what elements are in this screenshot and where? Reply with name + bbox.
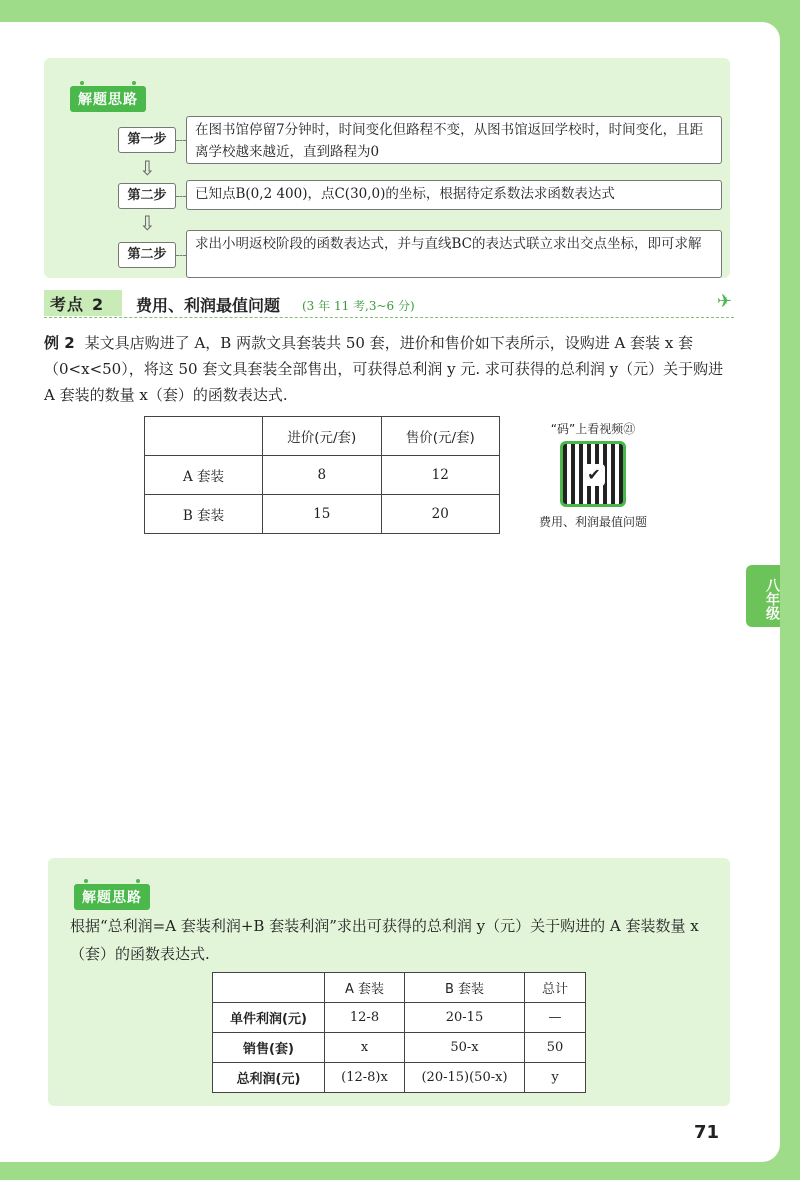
table-cell: — (525, 1003, 586, 1033)
table-cell: 20 (381, 495, 500, 534)
step-connector (176, 140, 186, 141)
solution-hint-badge-2: 解题思路 (74, 884, 150, 910)
table-cell: (12-8)x (325, 1063, 405, 1093)
grade-side-tab: 八年级 (746, 565, 780, 627)
profit-table (212, 972, 586, 1093)
table-row (145, 456, 500, 495)
table-row (213, 1003, 586, 1033)
qr-caption: “码”上看视频㉑ (550, 422, 636, 436)
paper-plane-icon: ✈ (716, 291, 732, 312)
table-cell: 15 (263, 495, 382, 534)
step-connector (176, 255, 186, 256)
solution-hint-badge: 解题思路 (70, 86, 146, 112)
table-cell: 总利润(元) (213, 1063, 325, 1093)
table-header-row (145, 417, 500, 456)
table-cell: A 套装 (145, 456, 263, 495)
table-cell: 20-15 (405, 1003, 525, 1033)
table-cell: 单件利润(元) (213, 1003, 325, 1033)
price-table (144, 416, 500, 534)
table-cell: 50 (525, 1033, 586, 1063)
section-number: 2 (92, 295, 105, 314)
section-title: 费用、利润最值问题 (136, 296, 281, 315)
table-row (145, 495, 500, 534)
solution-hint-text: 根据“总利润=A 套装利润+B 套装利润”求出可获得的总利润 y（元）关于购进的 A 套装数量 x（套）的函数表达式. (70, 917, 699, 963)
down-arrow-icon: ⇩ (139, 211, 156, 235)
qr-code-icon[interactable] (560, 441, 626, 507)
table-cell: x (325, 1033, 405, 1063)
table-header: A 套装 (325, 973, 405, 1003)
step-3-label: 第二步 (118, 242, 176, 268)
table-header: 总计 (525, 973, 586, 1003)
step-2-text: 已知点B(0,2 400)，点C(30,0)的坐标，根据待定系数法求函数表达式 (186, 180, 722, 210)
table-cell: 12-8 (325, 1003, 405, 1033)
example-text: 某文具店购进了 A，B 两款文具套装共 50 套，进价和售价如下表所示，设购进 A 套装 x 套（0<x<50），将这 50 套文具套装全部售出，可获得总利润 y 元. 求可获得的总利润 y（元）关于购进 A 套装的数量 x（套）的函数表达式. (44, 334, 724, 404)
table-header: 售价(元/套) (381, 417, 500, 456)
page-number: 71 (694, 1122, 720, 1143)
table-cell: y (525, 1063, 586, 1093)
table-row (213, 1063, 586, 1093)
table-header: B 套装 (405, 973, 525, 1003)
video-qr-block[interactable] (528, 420, 658, 530)
section-heading (44, 290, 734, 318)
table-cell (213, 973, 325, 1003)
example-label: 例 2 (44, 334, 75, 352)
table-cell: B 套装 (145, 495, 263, 534)
step-3-text: 求出小明返校阶段的函数表达式，并与直线BC的表达式联立求出交点坐标，即可求解 (186, 230, 722, 278)
step-2-label: 第二步 (118, 183, 176, 209)
section-tag (44, 290, 122, 316)
table-cell: 8 (263, 456, 382, 495)
example-problem (44, 330, 734, 408)
step-connector (176, 196, 186, 197)
table-row (213, 1033, 586, 1063)
section-subtitle: (3 年 11 考,3~6 分) (302, 299, 415, 313)
table-cell: 销售(套) (213, 1033, 325, 1063)
table-cell (145, 417, 263, 456)
check-icon: ✔ (583, 464, 605, 486)
table-cell: 12 (381, 456, 500, 495)
table-cell: 50-x (405, 1033, 525, 1063)
step-1-label: 第一步 (118, 127, 176, 153)
down-arrow-icon: ⇩ (139, 156, 156, 180)
qr-description: 费用、利润最值问题 (538, 515, 647, 529)
table-header-row (213, 973, 586, 1003)
table-header: 进价(元/套) (263, 417, 382, 456)
step-1-text: 在图书馆停留7分钟时，时间变化但路程不变，从图书馆返回学校时，时间变化，且距离学校越来越近，直到路程为0 (186, 116, 722, 164)
table-cell: (20-15)(50-x) (405, 1063, 525, 1093)
section-tag-label: 考点 (50, 295, 85, 314)
